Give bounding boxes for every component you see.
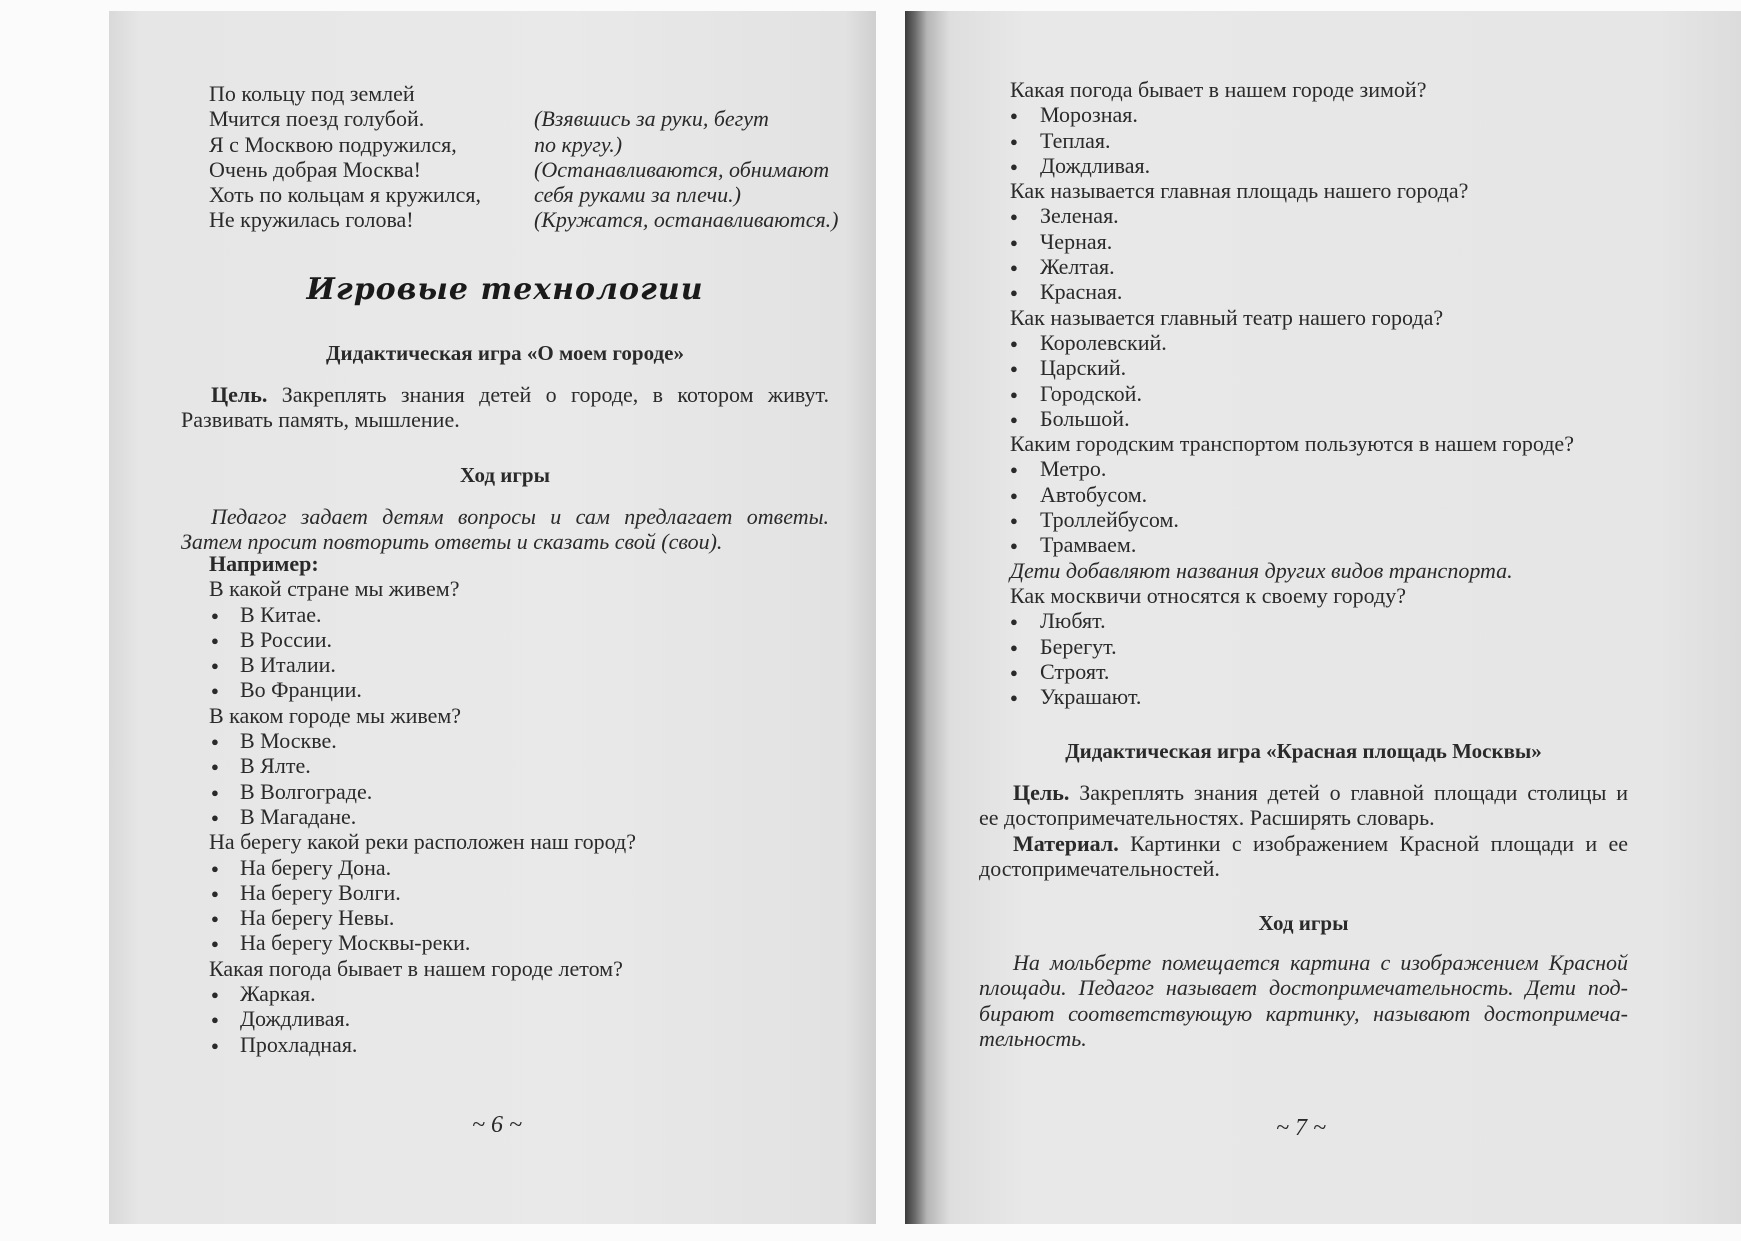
- answer-text: На берегу Волги.: [240, 879, 401, 905]
- goal-paragraph: [979, 780, 1628, 881]
- bullet-icon: ●: [1010, 209, 1018, 225]
- bullet-icon: ●: [211, 658, 219, 674]
- answer-item: [181, 677, 829, 702]
- question-list: [181, 551, 829, 1057]
- answer-item: [181, 1032, 829, 1057]
- answer-text: Царский.: [1040, 355, 1127, 381]
- bullet-icon: ●: [1010, 234, 1018, 250]
- progress-title: Ход игры: [460, 463, 550, 487]
- question: Как называется главная площадь нашего города?: [1010, 178, 1469, 204]
- bullet-icon: ●: [211, 911, 219, 927]
- answer-item: [1010, 153, 1630, 178]
- answer-text: Городской.: [1040, 380, 1142, 406]
- answer-item: [1010, 203, 1630, 228]
- answer-text: На берегу Москвы-реки.: [240, 930, 471, 956]
- answer-text: Черная.: [1040, 228, 1113, 254]
- answer-text: На берегу Дона.: [240, 854, 392, 880]
- bullet-icon: ●: [1010, 133, 1018, 149]
- answer-text: Метро.: [1040, 456, 1107, 482]
- poem: [209, 81, 839, 233]
- answer-text: Жаркая.: [240, 981, 316, 1007]
- description-paragraph: [979, 950, 1628, 1051]
- answer-text: Троллейбусом.: [1040, 507, 1179, 533]
- page-number: ~ 7 ~: [1276, 1115, 1326, 1141]
- answer-text: Желтая.: [1040, 254, 1115, 280]
- poem-verse: Хоть по кольцам я кружился,: [209, 182, 481, 208]
- question: Как москвичи относятся к своему городу?: [1010, 582, 1406, 608]
- answer-text: Красная.: [1040, 279, 1123, 305]
- bullet-icon: ●: [1010, 411, 1018, 427]
- bullet-icon: ●: [1010, 690, 1018, 706]
- goal-label: Цель.: [211, 382, 268, 407]
- answer-text: Зеленая.: [1040, 203, 1119, 229]
- page-number: ~ 6 ~: [472, 1112, 522, 1138]
- goal-line: Закреплять знания детей о главной площади столицы и: [1079, 780, 1628, 805]
- answer-item: [1010, 684, 1630, 709]
- answer-item: [1010, 254, 1630, 279]
- answer-item: [181, 905, 829, 930]
- answer-text: Автобусом.: [1040, 481, 1148, 507]
- answer-text: Королевский.: [1040, 329, 1167, 355]
- bullet-icon: ●: [1010, 335, 1018, 351]
- intro-line: Педагог задает детям вопросы и сам предлагает ответы.: [211, 504, 829, 529]
- bullet-icon: ●: [211, 759, 219, 775]
- answer-item: [181, 1006, 829, 1031]
- material-line: достопримечательностей.: [979, 855, 1220, 881]
- description-line: На мольберте помещается картина с изображением Красной: [1013, 950, 1628, 975]
- answer-text: В Москве.: [240, 728, 337, 754]
- answer-item: [181, 753, 829, 778]
- bullet-icon: ●: [1010, 664, 1018, 680]
- answer-text: Украшают.: [1040, 684, 1142, 710]
- answer-item: [181, 981, 829, 1006]
- answer-item: [1010, 102, 1630, 127]
- answer-text: В Ялте.: [240, 753, 311, 779]
- bullet-icon: ●: [211, 987, 219, 1003]
- stage-direction: (Взявшись за руки, бегут: [534, 106, 769, 132]
- description-line: тельность.: [979, 1025, 1087, 1051]
- bullet-icon: ●: [1010, 108, 1018, 124]
- answer-item: [1010, 532, 1630, 557]
- answer-text: Берегут.: [1040, 633, 1117, 659]
- bullet-icon: ●: [211, 936, 219, 952]
- question: На берегу какой реки расположен наш город?: [209, 829, 636, 855]
- bullet-icon: ●: [1010, 260, 1018, 276]
- answer-item: [1010, 355, 1630, 380]
- question: В какой стране мы живем?: [209, 576, 460, 602]
- bullet-icon: ●: [1010, 158, 1018, 174]
- poem-verse: Очень добрая Москва!: [209, 156, 421, 182]
- answer-text: На берегу Невы.: [240, 905, 395, 931]
- intro-line: Затем просит повторить ответы и сказать свой (свои).: [181, 529, 723, 555]
- stage-direction: себя руками за плечи.): [534, 182, 741, 208]
- answer-item: [1010, 456, 1630, 481]
- answer-item: [181, 880, 829, 905]
- bullet-icon: ●: [211, 683, 219, 699]
- answer-text: В Магадане.: [240, 803, 357, 829]
- answer-item: [1010, 482, 1630, 507]
- stage-direction: по кругу.): [534, 131, 623, 157]
- answer-text: Теплая.: [1040, 127, 1111, 153]
- goal-line: Закреплять знания детей о городе, в котором живут.: [281, 382, 829, 407]
- bullet-icon: ●: [1010, 386, 1018, 402]
- poem-verse: Я с Москвою подружился,: [209, 131, 457, 157]
- bullet-icon: ●: [211, 1012, 219, 1028]
- poem-verse: Мчится поезд голубой.: [209, 106, 425, 132]
- answer-text: В Италии.: [240, 652, 336, 678]
- progress-title: Ход игры: [1258, 911, 1349, 935]
- answer-text: В России.: [240, 626, 332, 652]
- answer-item: [181, 855, 829, 880]
- material-label: Материал.: [1013, 830, 1119, 856]
- answer-item: [181, 652, 829, 677]
- bullet-icon: ●: [1010, 462, 1018, 478]
- answer-item: [1010, 330, 1630, 355]
- bullet-icon: ●: [211, 860, 219, 876]
- answer-item: [1010, 381, 1630, 406]
- answer-item: [1010, 229, 1630, 254]
- stage-direction: (Останавливаются, обнимают: [534, 156, 830, 182]
- answer-item: [1010, 507, 1630, 532]
- question-list: [1010, 77, 1630, 709]
- bullet-icon: ●: [211, 607, 219, 623]
- goal-line: ее достопримечательностях. Расширять словарь.: [979, 805, 1435, 831]
- answer-text: Дождливая.: [1040, 152, 1151, 178]
- answer-item: [1010, 128, 1630, 153]
- bullet-icon: ●: [211, 632, 219, 648]
- bullet-icon: ●: [1010, 361, 1018, 377]
- answer-item: [1010, 279, 1630, 304]
- material-line: Картинки с изображением Красной площади и ее: [1130, 830, 1628, 856]
- bullet-icon: ●: [211, 809, 219, 825]
- game-title: Дидактическая игра «Красная площадь Москвы»: [1065, 739, 1542, 763]
- answer-text: Дождливая.: [240, 1006, 351, 1032]
- answer-item: [181, 804, 829, 829]
- section-title: Игровые технологии: [306, 272, 704, 307]
- bullet-icon: ●: [1010, 639, 1018, 655]
- bullet-icon: ●: [1010, 285, 1018, 301]
- answer-text: В Китае.: [240, 601, 322, 627]
- question: Каким городским транспортом пользуются в нашем городе?: [1010, 431, 1574, 457]
- goal-label: Цель.: [1013, 780, 1070, 805]
- answer-item: [181, 627, 829, 652]
- answer-text: Любят.: [1040, 608, 1106, 634]
- description-line: площади. Педагог называет достопримечательность. Дети под-: [979, 975, 1628, 1001]
- question: Какая погода бывает в нашем городе летом?: [209, 955, 623, 981]
- intro-paragraph: [181, 504, 829, 555]
- answer-text: Морозная.: [1040, 102, 1138, 128]
- answer-item: [1010, 634, 1630, 659]
- stage-direction: (Кружатся, останавливаются.): [534, 207, 839, 233]
- bullet-icon: ●: [211, 885, 219, 901]
- answer-text: Во Франции.: [240, 677, 362, 703]
- question: Как называется главный театр нашего города?: [1010, 304, 1444, 330]
- answer-item: [181, 728, 829, 753]
- bullet-icon: ●: [1010, 487, 1018, 503]
- answer-text: Прохладная.: [240, 1031, 358, 1057]
- bullet-icon: ●: [1010, 513, 1018, 529]
- answer-item: [181, 930, 829, 955]
- bullet-icon: ●: [1010, 538, 1018, 554]
- poem-verse: Не кружилась голова!: [209, 207, 414, 233]
- poem-verse: По кольцу под землей: [209, 81, 415, 106]
- bullet-icon: ●: [211, 734, 219, 750]
- note: Дети добавляют названия других видов транспорта.: [1010, 557, 1513, 583]
- answer-text: Большой.: [1040, 405, 1130, 431]
- answer-text: Строят.: [1040, 658, 1110, 684]
- answer-item: [1010, 608, 1630, 633]
- bullet-icon: ●: [1010, 614, 1018, 630]
- description-line: бирают соответствующую картинку, называют достопримеча-: [979, 1000, 1628, 1026]
- answer-item: [181, 602, 829, 627]
- answer-item: [1010, 406, 1630, 431]
- answer-text: Трамваем.: [1040, 532, 1137, 558]
- goal-paragraph: [181, 382, 829, 433]
- question: В каком городе мы живем?: [209, 702, 462, 728]
- bullet-icon: ●: [211, 1037, 219, 1053]
- answer-item: [1010, 659, 1630, 684]
- bullet-icon: ●: [211, 784, 219, 800]
- poem-line: [209, 207, 829, 232]
- game-title: Дидактическая игра «О моем городе»: [326, 341, 684, 365]
- question: Какая погода бывает в нашем городе зимой?: [1010, 77, 1427, 102]
- answer-text: В Волгограде.: [240, 778, 373, 804]
- answer-item: [181, 779, 829, 804]
- goal-line: Развивать память, мышление.: [181, 407, 460, 433]
- example-label: Например:: [209, 551, 319, 576]
